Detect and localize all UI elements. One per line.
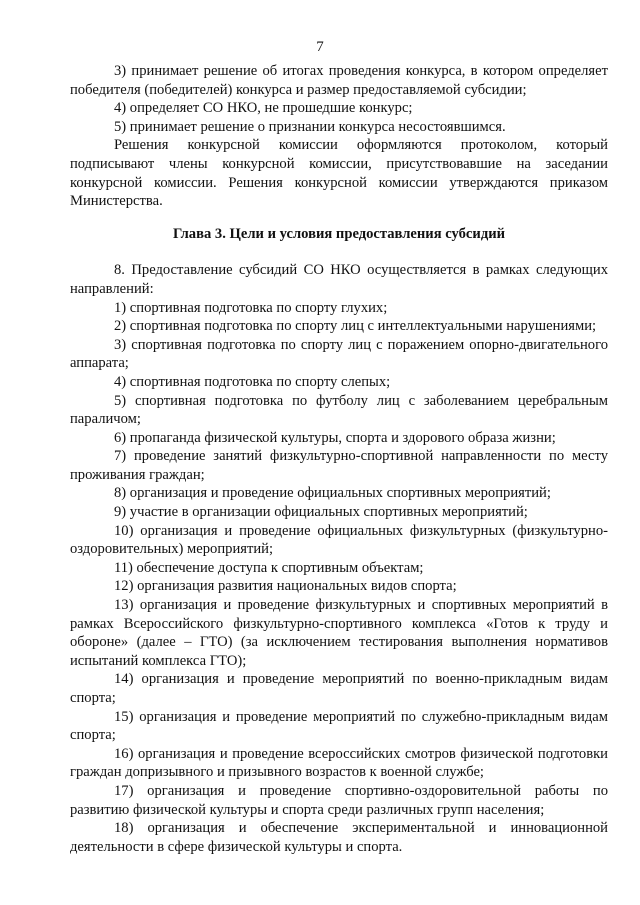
document-body — [70, 62, 608, 856]
intro-item-5: 5) принимает решение о признании конкурса несостоявшимся. — [114, 118, 506, 135]
direction-item: 2) спортивная подготовка по спорту лиц с интеллектуальными нарушениями; — [114, 318, 597, 335]
commission-decisions-paragraph: Решения конкурсной комиссии оформляются протоколом, который подписывают члены конкурсной комиссии, присутствовавшие на заседании конкурсной комиссии. Решения конкурсной комиссии утверждаются приказом Министерства. — [70, 137, 608, 210]
intro-item-3: 3) принимает решение об итогах проведения конкурса, в котором определяет победителя (победителей) конкурса и размер предоставляемой субсидии; — [70, 63, 608, 98]
direction-item: 13) организация и проведение физкультурных и спортивных мероприятий в рамках Всероссийского физкультурно-спортивного комплекса «Готов к труду и обороне» (далее – ГТО) (за исключением тестирования выполнения нормативов испытаний комплекса ГТО); — [70, 597, 608, 669]
page-number: 7 — [316, 39, 324, 55]
chapter-heading: Глава 3. Цели и условия предоставления субсидий — [172, 225, 506, 242]
direction-item: 3) спортивная подготовка по спорту лиц с поражением опорно-двигательного аппарата; — [70, 336, 608, 372]
direction-item: 9) участие в организации официальных спортивных мероприятий; — [114, 504, 528, 521]
direction-item: 17) организация и проведение спортивно-оздоровительной работы по развитию физической культуры и спорта среди различных групп населения; — [70, 782, 608, 818]
direction-item: 1) спортивная подготовка по спорту глухих; — [114, 299, 388, 316]
direction-item: 12) организация развития национальных видов спорта; — [114, 578, 457, 595]
direction-item: 14) организация и проведение мероприятий по военно-прикладным видам спорта; — [70, 671, 608, 706]
direction-item: 4) спортивная подготовка по спорту слепых; — [114, 373, 391, 390]
direction-item: 5) спортивная подготовка по футболу лиц с заболеванием церебральным параличом; — [70, 392, 608, 428]
direction-item: 10) организация и проведение официальных физкультурных (физкультурно-оздоровительных) мероприятий; — [70, 522, 608, 558]
section-8-intro: 8. Предоставление субсидий СО НКО осуществляется в рамках следующих направлений: — [70, 262, 608, 297]
direction-item: 11) обеспечение доступа к спортивным объектам; — [114, 559, 424, 576]
direction-item: 7) проведение занятий физкультурно-спортивной направленности по месту проживания граждан; — [70, 448, 608, 483]
intro-item-4: 4) определяет СО НКО, не прошедшие конкурс; — [114, 100, 413, 117]
direction-item: 8) организация и проведение официальных спортивных мероприятий; — [114, 485, 551, 502]
direction-item: 18) организация и обеспечение экспериментальной и инновационной деятельности в сфере физической культуры и спорта. — [70, 820, 608, 855]
direction-item: 16) организация и проведение всероссийских смотров физической подготовки граждан допризывного и призывного возрастов к военной службе; — [70, 745, 608, 781]
direction-item: 15) организация и проведение мероприятий по служебно-прикладным видам спорта; — [70, 708, 608, 744]
direction-item: 6) пропаганда физической культуры, спорта и здорового образа жизни; — [114, 429, 556, 446]
